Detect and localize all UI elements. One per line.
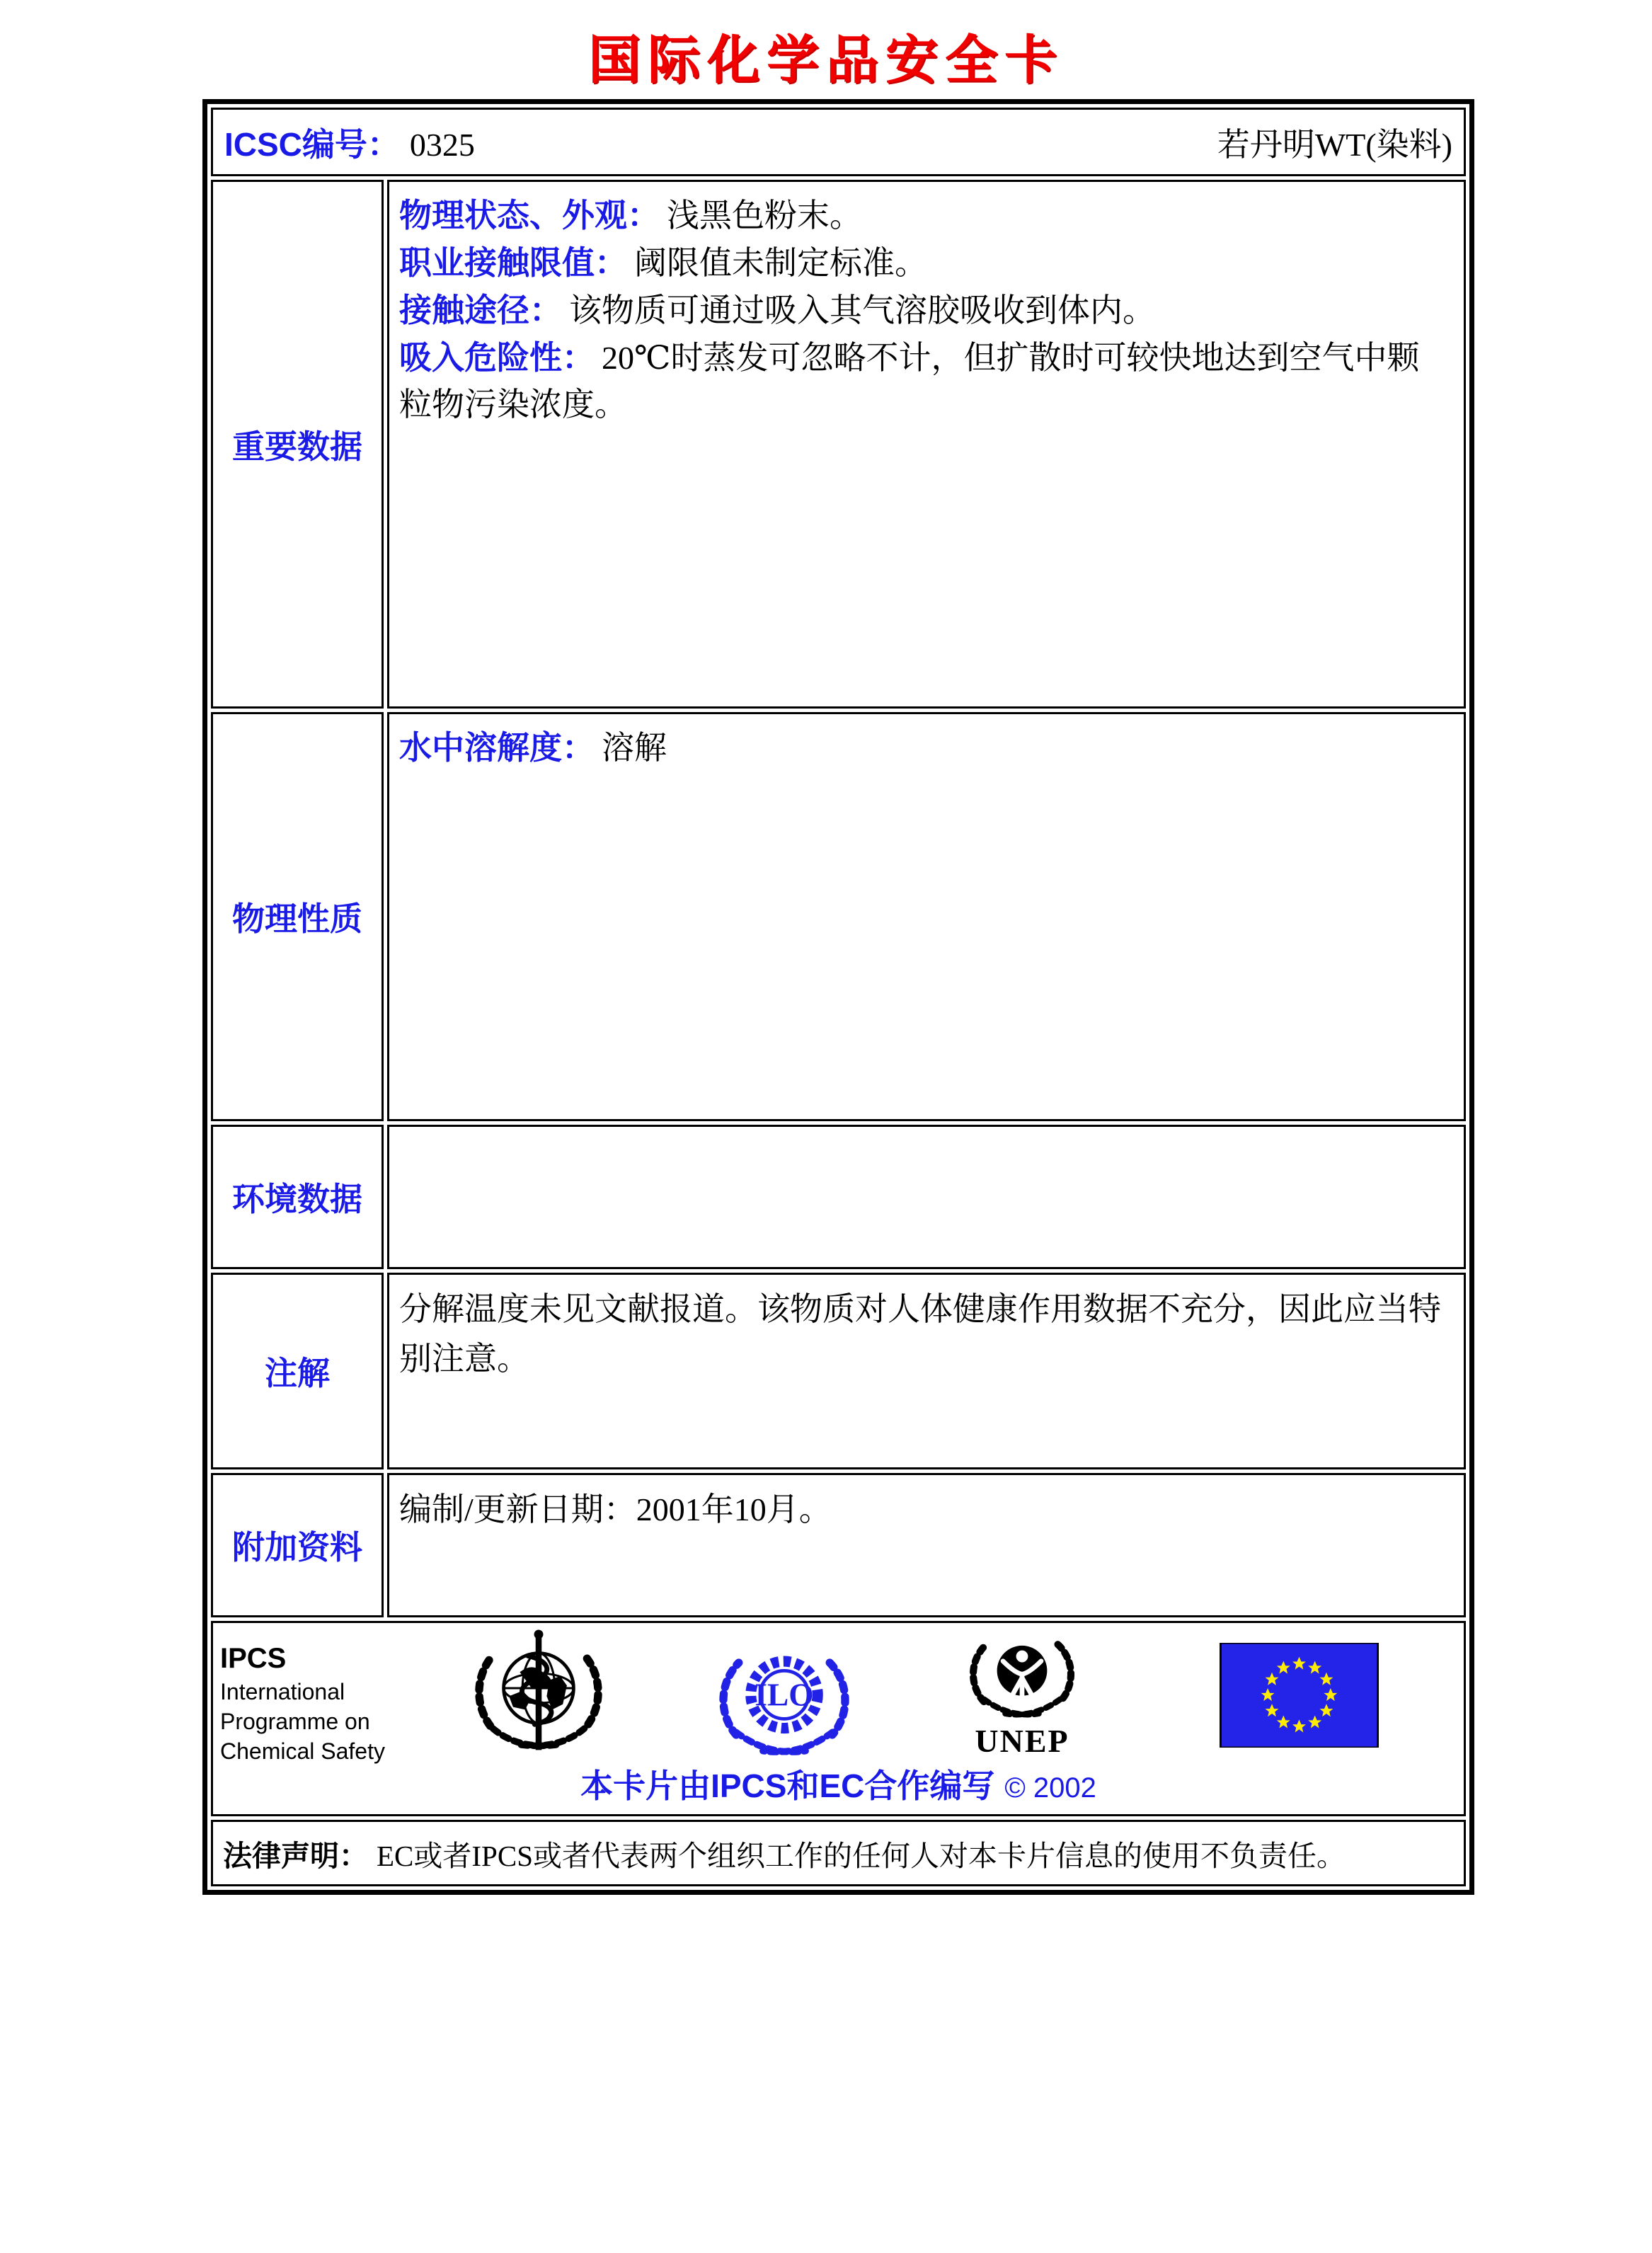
header-row — [211, 108, 1466, 176]
section-label-additional-information: 附加资料 — [211, 1473, 384, 1617]
section-content-key-data — [387, 180, 1466, 709]
cooperation-caption — [213, 1760, 1464, 1807]
entry-field: 职业接触限值： — [399, 244, 627, 281]
ipcs-acronym: IPCS — [220, 1643, 287, 1674]
entry-value: 20℃时蒸发可忽略不计，但扩散时可较快地达到空气中颗粒物污染浓度。 — [399, 340, 1420, 423]
section-label-environmental-data: 环境数据 — [211, 1125, 384, 1269]
legal-label: 法律声明： — [223, 1839, 368, 1872]
legal-cell — [211, 1820, 1466, 1886]
entry-field: 物理状态、外观： — [399, 197, 660, 234]
caption-text: 本卡片由IPCS和EC合作编写 — [580, 1767, 995, 1804]
entry-field: 吸入危险性： — [399, 339, 595, 376]
entry-field: 水中溶解度： — [399, 729, 595, 766]
section-row-key-data — [211, 180, 1466, 709]
section-content-environmental-data — [387, 1125, 1466, 1269]
ipcs-line: Programme on — [220, 1709, 370, 1734]
section-row-notes — [211, 1273, 1466, 1469]
entry-value: 溶解 — [602, 730, 667, 766]
ipcs-text-block — [220, 1640, 385, 1766]
section-label-notes: 注解 — [211, 1273, 384, 1469]
header-cell — [211, 108, 1466, 176]
section-label-key-data: 重要数据 — [211, 180, 384, 709]
entry-field: 接触途径： — [399, 292, 562, 328]
substance-name: 若丹明WT(染料) — [1217, 126, 1452, 163]
section-content-additional-information — [387, 1473, 1466, 1617]
copyright-text: © 2002 — [1004, 1772, 1096, 1804]
icsc-number-group — [224, 119, 475, 166]
legal-row — [211, 1820, 1466, 1886]
unep-label: UNEP — [975, 1723, 1069, 1759]
entry-water-solubility — [399, 724, 1451, 772]
svg-text:ILO: ILO — [755, 1677, 814, 1713]
unep-logo-icon — [962, 1630, 1082, 1721]
notes-text: 分解温度未见文献报道。该物质对人体健康作用数据不充分，因此应当特别注意。 — [399, 1291, 1441, 1377]
ipcs-line: International — [220, 1679, 345, 1704]
entry-value: 阈限值未制定标准。 — [634, 245, 927, 281]
ipcs-line: Chemical Safety — [220, 1738, 385, 1764]
logos-row — [211, 1621, 1466, 1816]
section-row-physical-properties — [211, 712, 1466, 1121]
logos-cell — [211, 1621, 1466, 1816]
entry-physical-state — [399, 192, 1451, 239]
legal-text: EC或者IPCS或者代表两个组织工作的任何人对本卡片信息的使用不负责任。 — [377, 1839, 1346, 1872]
entry-routes-of-exposure — [399, 287, 1451, 334]
who-logo-icon — [471, 1626, 606, 1764]
section-row-additional-information — [211, 1473, 1466, 1617]
section-content-physical-properties — [387, 712, 1466, 1121]
entry-value: 该物质可通过吸入其气溶胶吸收到体内。 — [569, 292, 1155, 328]
ilo-logo-icon — [717, 1639, 851, 1759]
unep-logo-block — [962, 1630, 1082, 1758]
icsc-card-table — [202, 99, 1474, 1895]
icsc-number-label: ICSC编号： — [224, 125, 400, 163]
section-row-environmental-data — [211, 1125, 1466, 1269]
entry-exposure-limits — [399, 239, 1451, 287]
icsc-number-value: 0325 — [409, 126, 475, 163]
section-label-physical-properties: 物理性质 — [211, 712, 384, 1121]
page-title: 国际化学品安全卡 — [588, 30, 1064, 89]
section-content-notes — [387, 1273, 1466, 1469]
additional-information-text: 编制/更新日期：2001年10月。 — [399, 1491, 832, 1527]
eu-flag-icon — [1220, 1643, 1379, 1748]
entry-inhalation-risk — [399, 334, 1451, 428]
entry-value: 浅黑色粉末。 — [667, 197, 862, 234]
